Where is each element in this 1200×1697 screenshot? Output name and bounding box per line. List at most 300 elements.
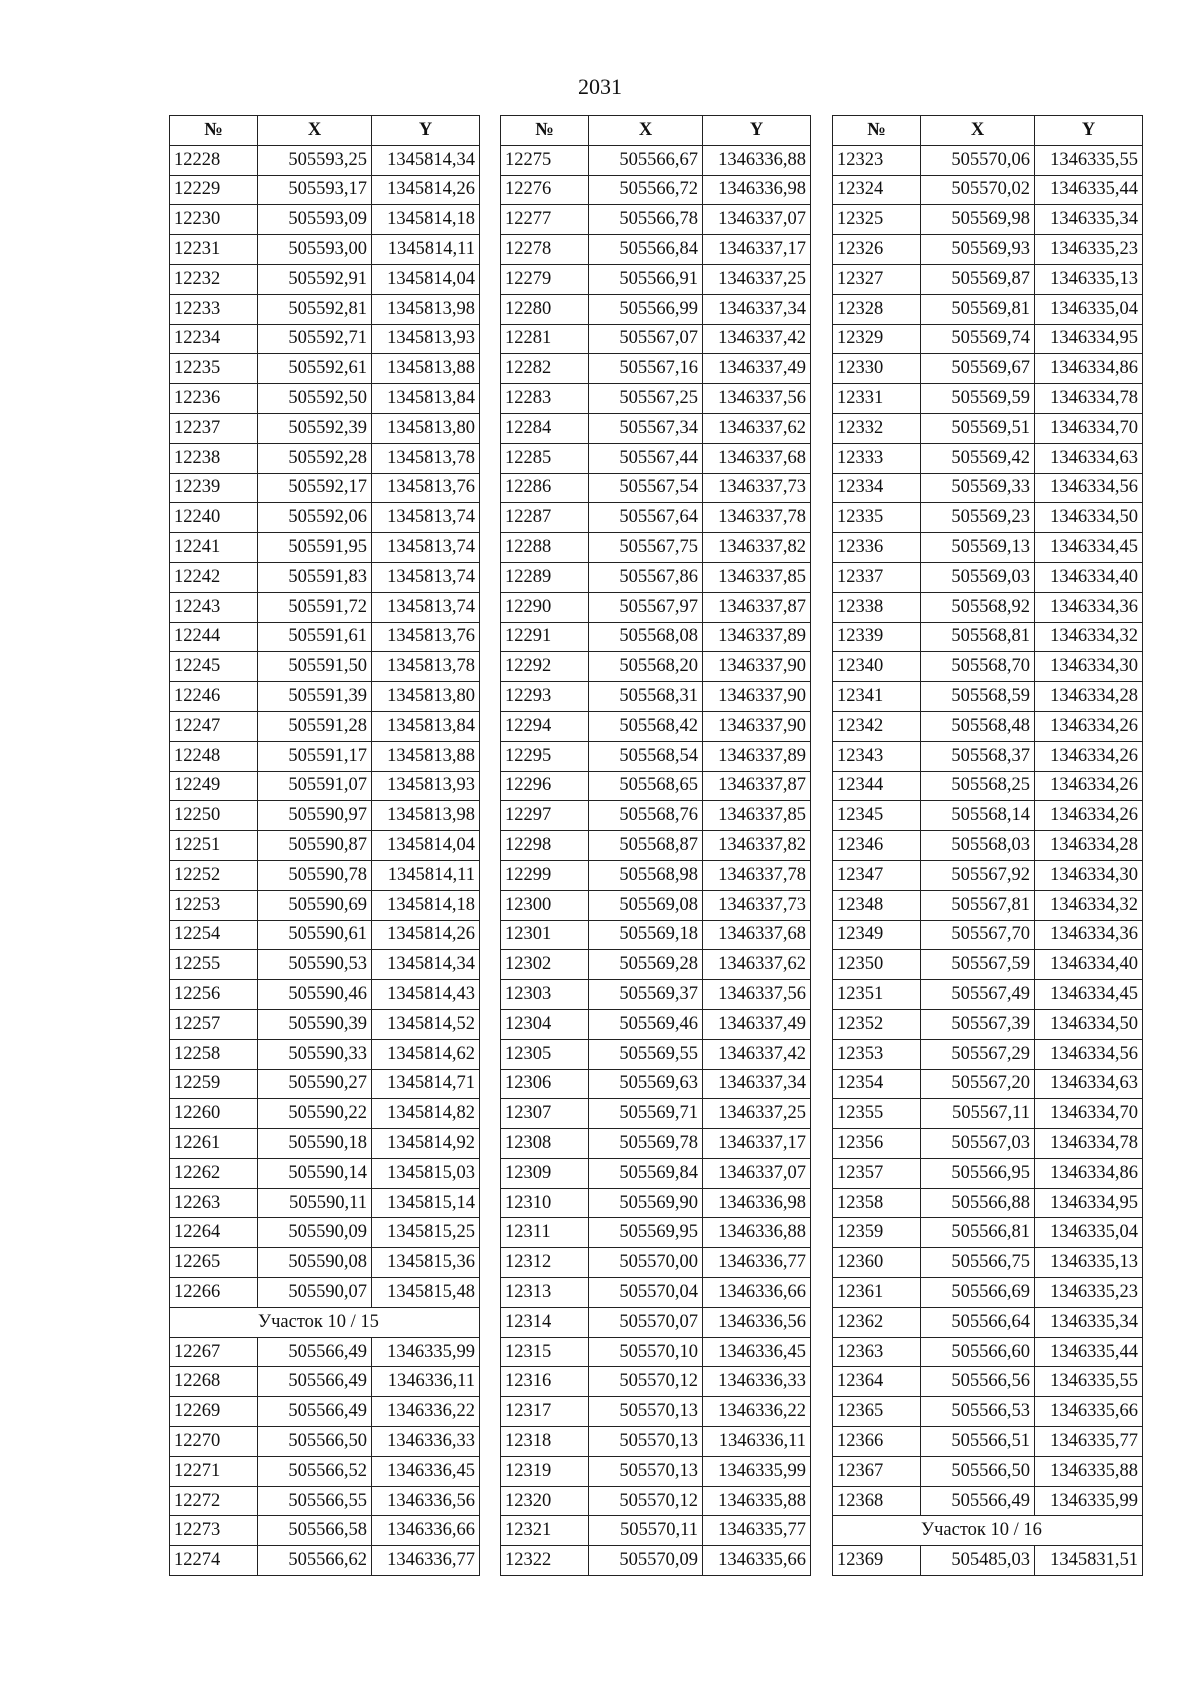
x-coordinate: 505568,76 [589, 801, 703, 831]
table-row [170, 1456, 480, 1486]
x-coordinate: 505567,25 [589, 384, 703, 414]
y-coordinate: 1345814,11 [372, 235, 480, 265]
x-coordinate: 505590,46 [258, 980, 372, 1010]
x-coordinate: 505570,02 [921, 175, 1035, 205]
point-number: 12294 [501, 711, 589, 741]
y-coordinate: 1346337,73 [703, 473, 811, 503]
point-number: 12273 [170, 1516, 258, 1546]
point-number: 12263 [170, 1188, 258, 1218]
header-x: X [258, 116, 372, 146]
table-row [501, 1516, 811, 1546]
table-row [833, 533, 1143, 563]
y-coordinate: 1346337,78 [703, 503, 811, 533]
point-number: 12311 [501, 1218, 589, 1248]
x-coordinate: 505566,75 [921, 1248, 1035, 1278]
y-coordinate: 1346334,95 [1035, 1188, 1143, 1218]
x-coordinate: 505567,49 [921, 980, 1035, 1010]
table-row [170, 324, 480, 354]
x-coordinate: 505569,42 [921, 443, 1035, 473]
y-coordinate: 1346335,55 [1035, 1367, 1143, 1397]
x-coordinate: 505567,20 [921, 1069, 1035, 1099]
x-coordinate: 505567,86 [589, 562, 703, 592]
point-number: 12239 [170, 473, 258, 503]
x-coordinate: 505567,11 [921, 1099, 1035, 1129]
point-number: 12297 [501, 801, 589, 831]
table-row [833, 1397, 1143, 1427]
x-coordinate: 505592,39 [258, 413, 372, 443]
y-coordinate: 1346337,62 [703, 950, 811, 980]
y-coordinate: 1346334,28 [1035, 682, 1143, 712]
table-row [501, 622, 811, 652]
y-coordinate: 1345813,76 [372, 473, 480, 503]
table-row [501, 801, 811, 831]
y-coordinate: 1346335,23 [1035, 1278, 1143, 1308]
table-row [170, 1009, 480, 1039]
table-row [501, 354, 811, 384]
table-row [833, 1158, 1143, 1188]
y-coordinate: 1345814,62 [372, 1039, 480, 1069]
x-coordinate: 505569,28 [589, 950, 703, 980]
x-coordinate: 505569,63 [589, 1069, 703, 1099]
x-coordinate: 505567,54 [589, 473, 703, 503]
point-number: 12312 [501, 1248, 589, 1278]
table-row [833, 1307, 1143, 1337]
table-row [170, 1039, 480, 1069]
point-number: 12295 [501, 741, 589, 771]
y-coordinate: 1346335,44 [1035, 1337, 1143, 1367]
point-number: 12271 [170, 1456, 258, 1486]
y-coordinate: 1346335,99 [1035, 1486, 1143, 1516]
table-row [170, 1546, 480, 1576]
table-header-row [170, 116, 480, 146]
table-row [501, 562, 811, 592]
x-coordinate: 505592,28 [258, 443, 372, 473]
x-coordinate: 505566,78 [589, 205, 703, 235]
point-number: 12305 [501, 1039, 589, 1069]
table-row [501, 1367, 811, 1397]
point-number: 12234 [170, 324, 258, 354]
x-coordinate: 505567,70 [921, 920, 1035, 950]
y-coordinate: 1346337,87 [703, 592, 811, 622]
table-row [170, 562, 480, 592]
y-coordinate: 1345814,04 [372, 264, 480, 294]
point-number: 12287 [501, 503, 589, 533]
point-number: 12317 [501, 1397, 589, 1427]
point-number: 12325 [833, 205, 921, 235]
x-coordinate: 505566,88 [921, 1188, 1035, 1218]
x-coordinate: 505590,08 [258, 1248, 372, 1278]
x-coordinate: 505590,27 [258, 1069, 372, 1099]
x-coordinate: 505569,98 [921, 205, 1035, 235]
point-number: 12245 [170, 652, 258, 682]
coordinates-table-2 [500, 115, 811, 1576]
x-coordinate: 505569,93 [921, 235, 1035, 265]
section-row [170, 1307, 480, 1337]
y-coordinate: 1346336,11 [372, 1367, 480, 1397]
point-number: 12350 [833, 950, 921, 980]
point-number: 12300 [501, 890, 589, 920]
point-number: 12230 [170, 205, 258, 235]
table-row [501, 264, 811, 294]
y-coordinate: 1346334,32 [1035, 890, 1143, 920]
point-number: 12277 [501, 205, 589, 235]
x-coordinate: 505568,48 [921, 711, 1035, 741]
x-coordinate: 505591,50 [258, 652, 372, 682]
x-coordinate: 505568,59 [921, 682, 1035, 712]
x-coordinate: 505567,59 [921, 950, 1035, 980]
table-row [170, 771, 480, 801]
point-number: 12365 [833, 1397, 921, 1427]
y-coordinate: 1345813,78 [372, 443, 480, 473]
x-coordinate: 505569,95 [589, 1218, 703, 1248]
header-number: № [833, 116, 921, 146]
table-row [170, 980, 480, 1010]
table-row [170, 1099, 480, 1129]
table-row [501, 1248, 811, 1278]
point-number: 12363 [833, 1337, 921, 1367]
table-row [170, 1218, 480, 1248]
table-row [501, 890, 811, 920]
x-coordinate: 505567,39 [921, 1009, 1035, 1039]
table-row [170, 443, 480, 473]
y-coordinate: 1346336,45 [703, 1337, 811, 1367]
y-coordinate: 1346334,95 [1035, 324, 1143, 354]
table-row [501, 711, 811, 741]
point-number: 12327 [833, 264, 921, 294]
x-coordinate: 505566,50 [921, 1456, 1035, 1486]
y-coordinate: 1346336,66 [372, 1516, 480, 1546]
point-number: 12293 [501, 682, 589, 712]
y-coordinate: 1346334,40 [1035, 562, 1143, 592]
x-coordinate: 505566,58 [258, 1516, 372, 1546]
point-number: 12345 [833, 801, 921, 831]
table-row [501, 533, 811, 563]
x-coordinate: 505590,39 [258, 1009, 372, 1039]
x-coordinate: 505569,74 [921, 324, 1035, 354]
x-coordinate: 505569,33 [921, 473, 1035, 503]
table-row [833, 443, 1143, 473]
x-coordinate: 505590,18 [258, 1129, 372, 1159]
x-coordinate: 505591,95 [258, 533, 372, 563]
point-number: 12256 [170, 980, 258, 1010]
x-coordinate: 505568,14 [921, 801, 1035, 831]
x-coordinate: 505569,81 [921, 294, 1035, 324]
table-row [833, 1486, 1143, 1516]
x-coordinate: 505566,49 [921, 1486, 1035, 1516]
point-number: 12369 [833, 1546, 921, 1576]
x-coordinate: 505592,50 [258, 384, 372, 414]
table-row [501, 652, 811, 682]
y-coordinate: 1346335,04 [1035, 1218, 1143, 1248]
y-coordinate: 1345814,26 [372, 175, 480, 205]
point-number: 12257 [170, 1009, 258, 1039]
page-number: 2031 [578, 74, 622, 99]
y-coordinate: 1345815,48 [372, 1278, 480, 1308]
y-coordinate: 1346335,13 [1035, 264, 1143, 294]
table-row [833, 235, 1143, 265]
point-number: 12332 [833, 413, 921, 443]
table-row [170, 1248, 480, 1278]
table-row [833, 473, 1143, 503]
point-number: 12254 [170, 920, 258, 950]
point-number: 12357 [833, 1158, 921, 1188]
x-coordinate: 505568,37 [921, 741, 1035, 771]
y-coordinate: 1345813,80 [372, 413, 480, 443]
point-number: 12319 [501, 1456, 589, 1486]
table-row [833, 503, 1143, 533]
table-row [833, 324, 1143, 354]
y-coordinate: 1346335,99 [703, 1456, 811, 1486]
point-number: 12362 [833, 1307, 921, 1337]
table-row [170, 1278, 480, 1308]
table-row [833, 980, 1143, 1010]
x-coordinate: 505568,98 [589, 860, 703, 890]
y-coordinate: 1346334,50 [1035, 503, 1143, 533]
x-coordinate: 505566,64 [921, 1307, 1035, 1337]
table-row [170, 264, 480, 294]
point-number: 12310 [501, 1188, 589, 1218]
table-row [833, 860, 1143, 890]
x-coordinate: 505566,91 [589, 264, 703, 294]
point-number: 12242 [170, 562, 258, 592]
y-coordinate: 1345814,92 [372, 1129, 480, 1159]
y-coordinate: 1345813,84 [372, 384, 480, 414]
y-coordinate: 1346337,90 [703, 652, 811, 682]
point-number: 12314 [501, 1307, 589, 1337]
point-number: 12231 [170, 235, 258, 265]
y-coordinate: 1346334,26 [1035, 801, 1143, 831]
table-row [501, 1129, 811, 1159]
y-coordinate: 1345813,74 [372, 503, 480, 533]
table-row [170, 1337, 480, 1367]
x-coordinate: 505590,22 [258, 1099, 372, 1129]
table-row [833, 950, 1143, 980]
point-number: 12343 [833, 741, 921, 771]
x-coordinate: 505569,55 [589, 1039, 703, 1069]
point-number: 12249 [170, 771, 258, 801]
table-row [833, 264, 1143, 294]
point-number: 12285 [501, 443, 589, 473]
x-coordinate: 505566,99 [589, 294, 703, 324]
table-row [501, 324, 811, 354]
header-y: Y [1035, 116, 1143, 146]
y-coordinate: 1346336,45 [372, 1456, 480, 1486]
point-number: 12339 [833, 622, 921, 652]
table-row [833, 1278, 1143, 1308]
x-coordinate: 505568,65 [589, 771, 703, 801]
y-coordinate: 1346337,42 [703, 1039, 811, 1069]
point-number: 12355 [833, 1099, 921, 1129]
table-row [833, 592, 1143, 622]
x-coordinate: 505590,69 [258, 890, 372, 920]
point-number: 12236 [170, 384, 258, 414]
point-number: 12348 [833, 890, 921, 920]
point-number: 12354 [833, 1069, 921, 1099]
x-coordinate: 505570,13 [589, 1397, 703, 1427]
x-coordinate: 505566,49 [258, 1397, 372, 1427]
point-number: 12241 [170, 533, 258, 563]
y-coordinate: 1346337,17 [703, 235, 811, 265]
x-coordinate: 505567,34 [589, 413, 703, 443]
y-coordinate: 1346334,70 [1035, 1099, 1143, 1129]
point-number: 12298 [501, 831, 589, 861]
x-coordinate: 505590,97 [258, 801, 372, 831]
header-x: X [589, 116, 703, 146]
point-number: 12336 [833, 533, 921, 563]
table-row [833, 562, 1143, 592]
x-coordinate: 505569,90 [589, 1188, 703, 1218]
x-coordinate: 505567,92 [921, 860, 1035, 890]
table-row [833, 354, 1143, 384]
table-row [833, 1188, 1143, 1218]
point-number: 12328 [833, 294, 921, 324]
x-coordinate: 505568,70 [921, 652, 1035, 682]
point-number: 12315 [501, 1337, 589, 1367]
y-coordinate: 1346334,30 [1035, 652, 1143, 682]
table-row [170, 890, 480, 920]
y-coordinate: 1346337,68 [703, 443, 811, 473]
y-coordinate: 1345813,93 [372, 771, 480, 801]
table-row [833, 1009, 1143, 1039]
x-coordinate: 505590,09 [258, 1218, 372, 1248]
table-row [501, 682, 811, 712]
table-row [501, 443, 811, 473]
table-row [833, 1248, 1143, 1278]
point-number: 12237 [170, 413, 258, 443]
table-row [833, 1039, 1143, 1069]
x-coordinate: 505567,44 [589, 443, 703, 473]
table-row [170, 622, 480, 652]
point-number: 12283 [501, 384, 589, 414]
table-row [833, 1218, 1143, 1248]
table-row [833, 1129, 1143, 1159]
y-coordinate: 1345814,34 [372, 145, 480, 175]
y-coordinate: 1346334,26 [1035, 771, 1143, 801]
table-row [501, 950, 811, 980]
table-row [170, 473, 480, 503]
y-coordinate: 1346334,32 [1035, 622, 1143, 652]
point-number: 12313 [501, 1278, 589, 1308]
x-coordinate: 505567,16 [589, 354, 703, 384]
y-coordinate: 1346337,82 [703, 831, 811, 861]
y-coordinate: 1345813,78 [372, 652, 480, 682]
point-number: 12307 [501, 1099, 589, 1129]
y-coordinate: 1345813,98 [372, 801, 480, 831]
y-coordinate: 1346336,22 [372, 1397, 480, 1427]
point-number: 12248 [170, 741, 258, 771]
y-coordinate: 1346337,85 [703, 801, 811, 831]
table-row [170, 1188, 480, 1218]
y-coordinate: 1345813,76 [372, 622, 480, 652]
point-number: 12320 [501, 1486, 589, 1516]
table-row [170, 1367, 480, 1397]
x-coordinate: 505593,09 [258, 205, 372, 235]
table-row [170, 533, 480, 563]
y-coordinate: 1346335,88 [703, 1486, 811, 1516]
y-coordinate: 1346334,56 [1035, 1039, 1143, 1069]
y-coordinate: 1345814,43 [372, 980, 480, 1010]
point-number: 12353 [833, 1039, 921, 1069]
table-row [501, 741, 811, 771]
table-row [501, 1099, 811, 1129]
table-row [170, 711, 480, 741]
x-coordinate: 505570,00 [589, 1248, 703, 1278]
point-number: 12286 [501, 473, 589, 503]
table-row [501, 1218, 811, 1248]
section-title: Участок 10 / 16 [833, 1516, 1143, 1546]
x-coordinate: 505570,09 [589, 1546, 703, 1576]
point-number: 12326 [833, 235, 921, 265]
point-number: 12349 [833, 920, 921, 950]
x-coordinate: 505567,03 [921, 1129, 1035, 1159]
point-number: 12309 [501, 1158, 589, 1188]
table-row [833, 622, 1143, 652]
x-coordinate: 505566,67 [589, 145, 703, 175]
y-coordinate: 1346335,99 [372, 1337, 480, 1367]
table-row [170, 860, 480, 890]
point-number: 12279 [501, 264, 589, 294]
point-number: 12229 [170, 175, 258, 205]
point-number: 12364 [833, 1367, 921, 1397]
point-number: 12366 [833, 1427, 921, 1457]
table-row [170, 1427, 480, 1457]
y-coordinate: 1346334,28 [1035, 831, 1143, 861]
point-number: 12228 [170, 145, 258, 175]
y-coordinate: 1345815,36 [372, 1248, 480, 1278]
x-coordinate: 505592,91 [258, 264, 372, 294]
y-coordinate: 1346337,85 [703, 562, 811, 592]
table-header-row [833, 116, 1143, 146]
y-coordinate: 1346335,55 [1035, 145, 1143, 175]
point-number: 12290 [501, 592, 589, 622]
table-header-row [501, 116, 811, 146]
table-row [170, 235, 480, 265]
table-row [170, 294, 480, 324]
point-number: 12308 [501, 1129, 589, 1159]
x-coordinate: 505569,46 [589, 1009, 703, 1039]
y-coordinate: 1345813,74 [372, 562, 480, 592]
x-coordinate: 505567,97 [589, 592, 703, 622]
x-coordinate: 505568,54 [589, 741, 703, 771]
x-coordinate: 505566,49 [258, 1367, 372, 1397]
x-coordinate: 505591,28 [258, 711, 372, 741]
point-number: 12264 [170, 1218, 258, 1248]
section-row [833, 1516, 1143, 1546]
x-coordinate: 505566,50 [258, 1427, 372, 1457]
y-coordinate: 1345814,18 [372, 890, 480, 920]
x-coordinate: 505590,61 [258, 920, 372, 950]
y-coordinate: 1345813,93 [372, 324, 480, 354]
table-row [170, 1069, 480, 1099]
x-coordinate: 505570,13 [589, 1427, 703, 1457]
point-number: 12296 [501, 771, 589, 801]
x-coordinate: 505569,08 [589, 890, 703, 920]
x-coordinate: 505591,39 [258, 682, 372, 712]
y-coordinate: 1346336,66 [703, 1278, 811, 1308]
table-row [501, 920, 811, 950]
y-coordinate: 1346336,56 [372, 1486, 480, 1516]
table-row [833, 1427, 1143, 1457]
x-coordinate: 505569,78 [589, 1129, 703, 1159]
y-coordinate: 1346336,88 [703, 1218, 811, 1248]
x-coordinate: 505566,49 [258, 1337, 372, 1367]
table-row [501, 1486, 811, 1516]
x-coordinate: 505592,71 [258, 324, 372, 354]
x-coordinate: 505568,03 [921, 831, 1035, 861]
y-coordinate: 1346334,30 [1035, 860, 1143, 890]
x-coordinate: 505570,13 [589, 1456, 703, 1486]
table-row [833, 145, 1143, 175]
